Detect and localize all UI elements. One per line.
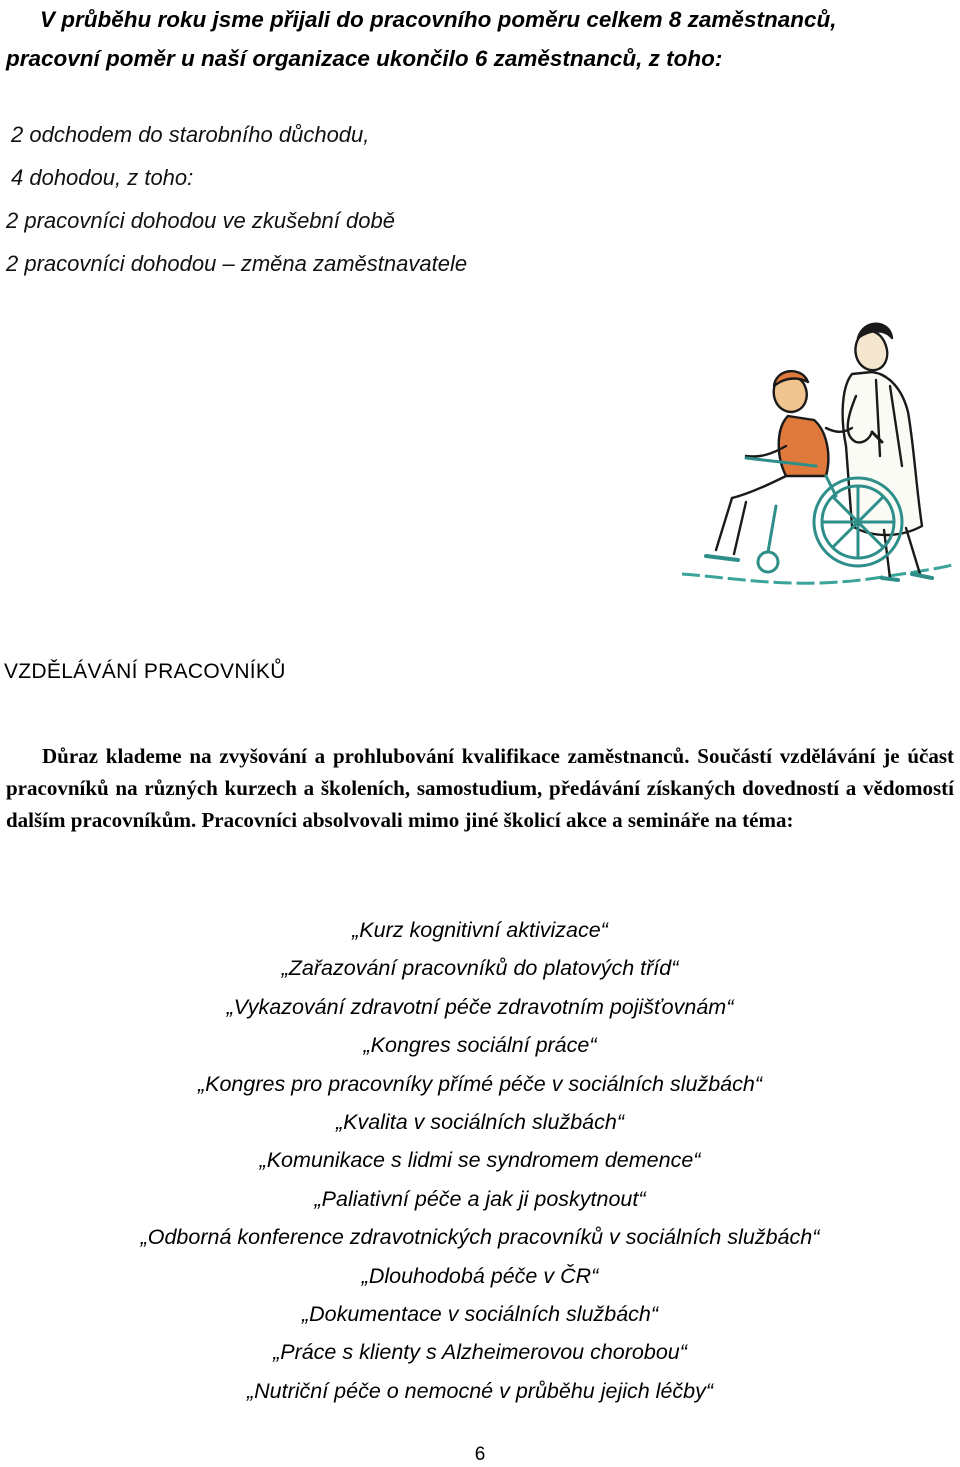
intro-line-1: V průběhu roku jsme přijali do pracovního poměru celkem 8 zaměstnanců, — [40, 7, 837, 32]
list-item: „Kongres sociální práce“ — [363, 1033, 597, 1058]
section-paragraph: Důraz klademe na zvyšování a prohlubování kvalifikace zaměstnanců. Součástí vzdělávání je účast pracovníků na různých kurzech a školeních, samostudium, předávání získaných dovedností a vědomostí dalším pracovníkům. Pracovníci absolvovali mimo jiné školicí akce a semináře na téma: — [6, 744, 954, 832]
list-item: „Zařazování pracovníků do platových tříd“ — [281, 956, 679, 981]
list-item: „Dokumentace v sociálních službách“ — [301, 1302, 659, 1327]
list-item: „Nutriční péče o nemocné v průběhu jejich léčby“ — [246, 1378, 714, 1403]
list-item: „Vykazování zdravotní péče zdravotním pojišťovnám“ — [226, 994, 734, 1019]
intro-line-2: pracovní poměr u naší organizace ukončilo 6 zaměstnanců, z toho: — [6, 46, 723, 71]
list-item: „Kurz kognitivní aktivizace“ — [352, 918, 608, 942]
list-item: 2 odchodem do starobního důchodu, — [11, 122, 370, 147]
list-item: „Kvalita v sociálních službách“ — [336, 1110, 624, 1135]
list-item: „Kongres pro pracovníky přímé péče v sociálních službách“ — [197, 1071, 763, 1096]
page-number: 6 — [474, 1444, 486, 1465]
caregiver-with-wheelchair-illustration — [676, 316, 958, 618]
list-item: 4 dohodou, z toho: — [11, 165, 194, 190]
list-item: 2 pracovníci dohodou ve zkušební době — [6, 208, 395, 233]
course-list — [0, 911, 960, 1410]
intro-text — [6, 0, 956, 78]
list-item: „Práce s klienty s Alzheimerovou chorobou“ — [273, 1340, 687, 1365]
list-item: „Dlouhodobá péče v ČR“ — [361, 1263, 599, 1288]
list-item: „Komunikace s lidmi se syndromem demence“ — [259, 1148, 701, 1173]
termination-list — [6, 113, 467, 285]
list-item: 2 pracovníci dohodou – změna zaměstnavatele — [6, 251, 468, 276]
list-item: „Odborná konference zdravotnických pracovníků v sociálních službách“ — [140, 1225, 820, 1250]
list-item: „Paliativní péče a jak ji poskytnout“ — [314, 1186, 646, 1211]
section-title: VZDĚLÁVÁNÍ PRACOVNÍKŮ — [4, 660, 286, 683]
